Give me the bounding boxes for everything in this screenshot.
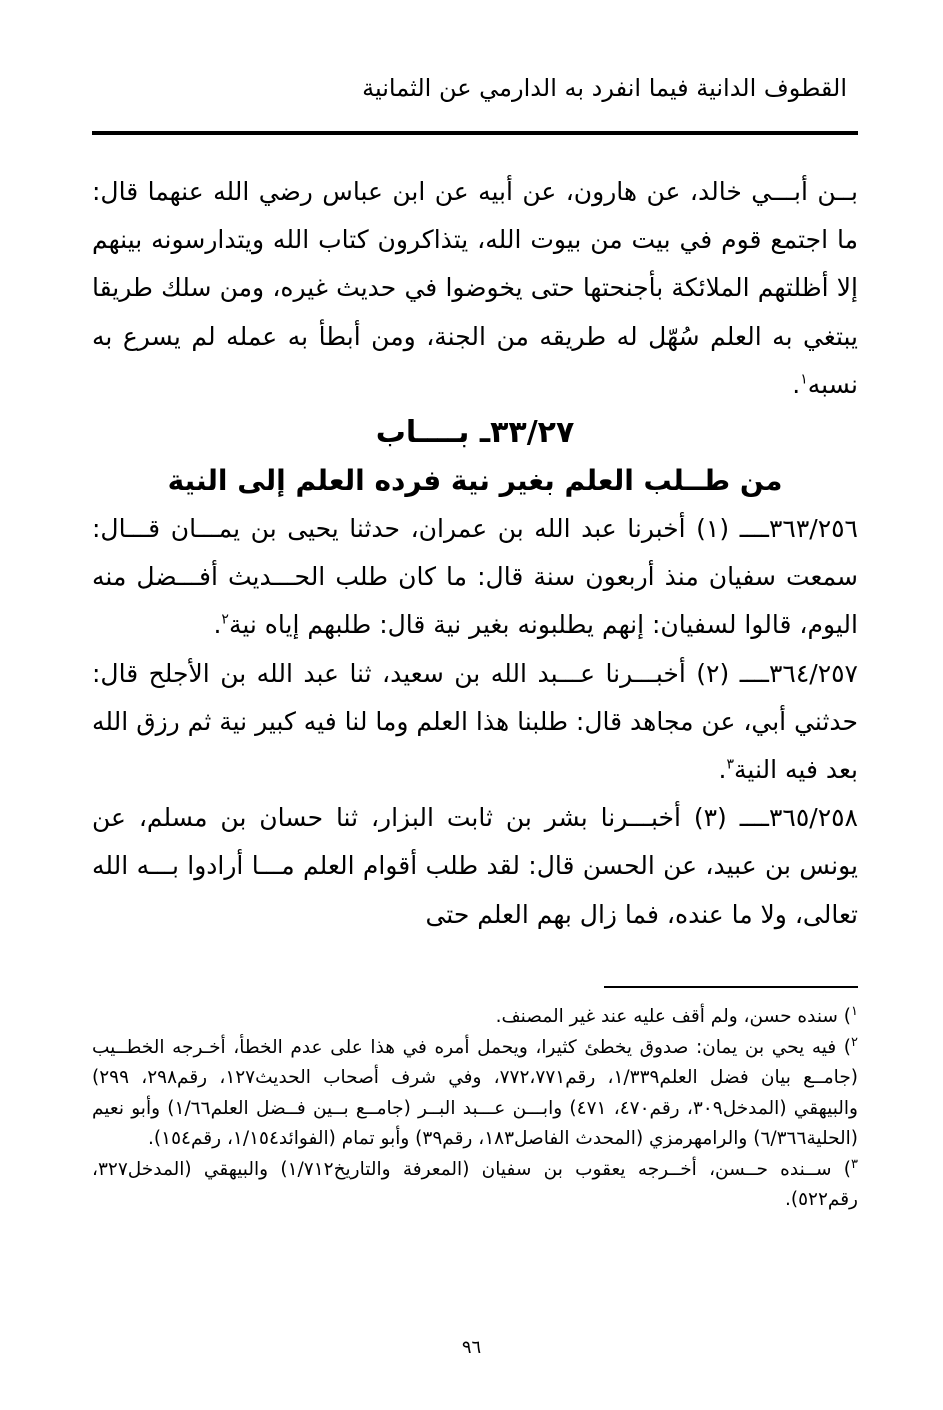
intro-text: بــن أبـــي خالد، عن هارون، عن أبيه عن ابن عباس رضي الله عنهما قال: ما اجتمع قوم في بيت من بيوت الله، يتذاكرون كتاب الله ويتدارسونه بينهم إلا أظلتهم الملائكة بأجنحتها حتى يخوضوا في حديث غيره، ومن سلك طريقا يبتغي به العلم سُهّل له طريقه من الجنة، ومن أبطأ به عمله لم يسرع به نسبه <box>92 177 858 399</box>
hadith-paragraph: ٣٦٣/٢٥٦ــــ (١) أخبرنا عبد الله بن عمران، حدثنا يحيى بن يمـــان قـــال: سمعت سفيان منذ أربعون سنة قال: ما كان طلب الحـــديث أفـــضل منه اليوم، قالوا لسفيان: إنهم يطلبونه بغير نية قال: طلبهم إياه نية$^٢$. <box>92 514 858 640</box>
hadith-text: ٣٦٥/٢٥٨ــــ (٣) أخبـــرنا بشر بن ثابت البزار، ثنا حسان بن مسلم، عن يونس بن عبيد، عن الحسن قال: لقد طلب أقوام العلم مـــا أرادوا بـــه الله تعالى، ولا ما عنده، فما زال بهم العلم حتى <box>92 803 858 929</box>
chapter-title: من طــلب العلم بغير نية فرده العلم إلى النية <box>167 464 783 498</box>
footnote-text: ) سنده حسن، ولم أقف عليه عند غير المصنف. <box>495 1006 852 1027</box>
footnote-ref-2[interactable]: ٢ <box>221 612 229 629</box>
footnote-mark: ١ <box>851 1003 858 1019</box>
footnote <box>92 1155 858 1216</box>
footnote-ref-1[interactable]: ١ <box>800 371 808 388</box>
footnote-mark: ٢ <box>851 1034 858 1050</box>
running-header: القطوف الدانية فيما انفرد به الدارمي عن الثمانية <box>362 74 847 102</box>
page-number: ٩٦ <box>461 1337 482 1358</box>
header-rule <box>92 131 858 135</box>
hadith-paragraph: ٣٦٤/٢٥٧ــــ (٢) أخبـــرنا عـــبد الله بن سعيد، ثنا عبد الله بن الأجلح قال: حدثني أبي، عن مجاهد قال: طلبنا هذا العلم وما لنا فيه كبير نية ثم رزق الله بعد فيه النية$^٣$. <box>92 658 858 785</box>
footnote-ref-3[interactable]: ٣ <box>726 756 734 773</box>
footnote <box>92 1033 858 1155</box>
intro-paragraph: بــن أبـــي خالد، عن هارون، عن أبيه عن ابن عباس رضي الله عنهما قال: ما اجتمع قوم في بيت من بيوت الله، يتذاكرون كتاب الله ويتدارسونه بينهم إلا أظلتهم الملائكة بأجنحتها حتى يخوضوا في حديث غيره، ومن سلك طريقا يبتغي به العلم سُهّل له طريقه من الجنة، ومن أبطأ به عمله لم يسرع به نسبه$^١$. <box>92 177 858 399</box>
chapter-number: ٣٣/٢٧ـ بــــاب <box>375 415 575 451</box>
footnote-mark: ٣ <box>851 1156 858 1172</box>
footnotes <box>92 1002 858 1216</box>
footnote-text: ) ســنده حــسن، أخــرجه يعقوب بن سفيان (المعرفة والتاريخ١/٧١٢) والبيهقي (المدخل٣٢٧، رقم٥٢٢). <box>92 1158 858 1210</box>
footnote <box>92 1002 858 1033</box>
hadith-text: ٣٦٣/٢٥٦ــــ (١) أخبرنا عبد الله بن عمران، حدثنا يحيى بن يمـــان قـــال: سمعت سفيان منذ أربعون سنة قال: ما كان طلب الحـــديث أفـــضل منه اليوم، قالوا لسفيان: إنهم يطلبونه بغير نية قال: طلبهم إياه نية <box>92 514 858 640</box>
main-text <box>92 168 858 939</box>
footnote-text: ) فيه يحي بن يمان: صدوق يخطئ كثيرا، ويحمل أمره في هذا على عدم الخطأ، أخـرجه الخطــيب (جامــع بيان فضل العلم١/٣٣٩، رقم٧٧٢،٧٧١، وفي شرف أصحاب الحديث١٢٧، رقم٢٩٨، ٢٩٩) والبيهقي (المدخل٣٠٩، رقم٤٧٠، ٤٧١) وابـــن عـــبد البــر (جامــع بــين فــضل العلم١/٦٦) وأبو نعيم (الحلية٦/٣٦٦) والرامهرمزي (المحدث الفاصل١٨٣، رقم٣٩) وأبو تمام (الفوائد١/١٥٤، رقم١٥٤). <box>92 1036 858 1149</box>
footnote-separator <box>604 986 858 988</box>
hadith-text: ٣٦٤/٢٥٧ــــ (٢) أخبـــرنا عـــبد الله بن سعيد، ثنا عبد الله بن الأجلح قال: حدثني أبي، عن مجاهد قال: طلبنا هذا العلم وما لنا فيه كبير نية ثم رزق الله بعد فيه النية <box>92 658 858 785</box>
hadith-paragraph <box>92 794 858 939</box>
